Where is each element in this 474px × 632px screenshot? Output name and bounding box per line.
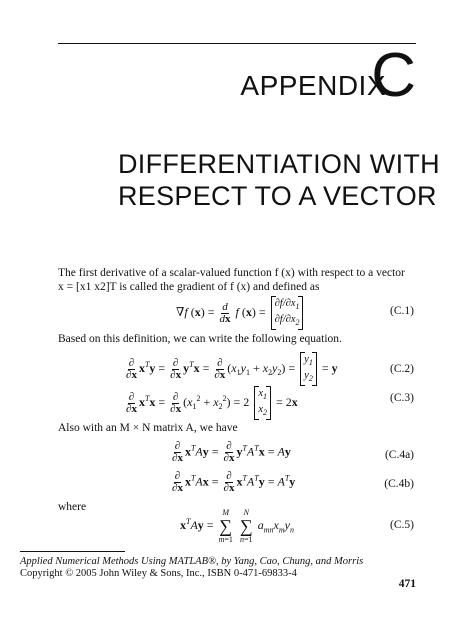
equation-label-c3: (C.3) <box>390 392 414 404</box>
paragraph-2: Based on this definition, we can write the following equation. <box>58 333 342 345</box>
chapter-title <box>118 148 440 212</box>
paragraph-1-line-2: x = [x1 x2]T is called the gradient of f (x) and defined as <box>58 281 320 293</box>
equation-c3: $\frac{\partial}{\partial x}$ $x^Tx$ = $\frac{\partial}{\partial x}$ $(x_1^2 + x_2^2) = 2$ $x_1$ $x_2$ = 2x <box>124 386 298 420</box>
page-number: 471 <box>398 578 416 590</box>
top-rule <box>58 43 416 44</box>
footnote-line-2: Copyright © 2005 John Wiley & Sons, Inc., ISBN 0-471-69833-4 <box>20 568 297 579</box>
equation-label-c5: (C.5) <box>390 519 414 531</box>
paragraph-3: Also with an M × N matrix A, we have <box>58 422 238 434</box>
paragraph-1-line-1: The first derivative of a scalar-valued function f (x) with respect to a vector <box>58 267 405 279</box>
equation-label-c2: (C.2) <box>390 363 414 375</box>
paragraph-4: where <box>58 501 87 513</box>
footnote-line-1: Applied Numerical Methods Using MATLAB®, by Yang, Cao, Chung, and Morris <box>20 556 364 567</box>
equation-label-c4a: (C.4a) <box>384 449 414 461</box>
equation-c4b: $\frac{\partial}{\partial x}$ $x^TAx$ = $\frac{\partial}{\partial x}$ $x^TA^Ty = A^Ty$ <box>172 470 296 494</box>
equation-c1: ∇f (x) = $\frac{d}{dx}$ f (x) = $\partial f/\partial x_1$ $\partial f/\partial x_2$ <box>176 296 305 330</box>
appendix-letter: C <box>371 41 416 110</box>
chapter-title-line-2: RESPECT TO A VECTOR <box>118 181 437 211</box>
equation-c2: $\frac{\partial}{\partial x}$ $x^Ty$ = $\frac{\partial}{\partial x}$ $y^Tx$ = $\frac{\partial}{\partial x}$ $(x_1y_1 + x_2y_2)$ = $y_1$ $y_2$ = y <box>124 352 338 386</box>
equation-label-c4b: (C.4b) <box>384 478 414 490</box>
equation-c5: $x^TAy$ = M ∑ m=1 N ∑ n=1 $a_{mn}x_my_n$ <box>180 508 294 544</box>
equation-label-c1: (C.1) <box>390 305 414 317</box>
equation-c4a: $\frac{\partial}{\partial x}$ $x^TAy$ = $\frac{\partial}{\partial x}$ $y^TA^Tx = Ay$ <box>172 440 291 464</box>
appendix-word: APPENDIX <box>240 70 386 101</box>
footnote-rule <box>20 551 125 552</box>
chapter-title-line-1: DIFFERENTIATION WITH <box>118 149 440 179</box>
